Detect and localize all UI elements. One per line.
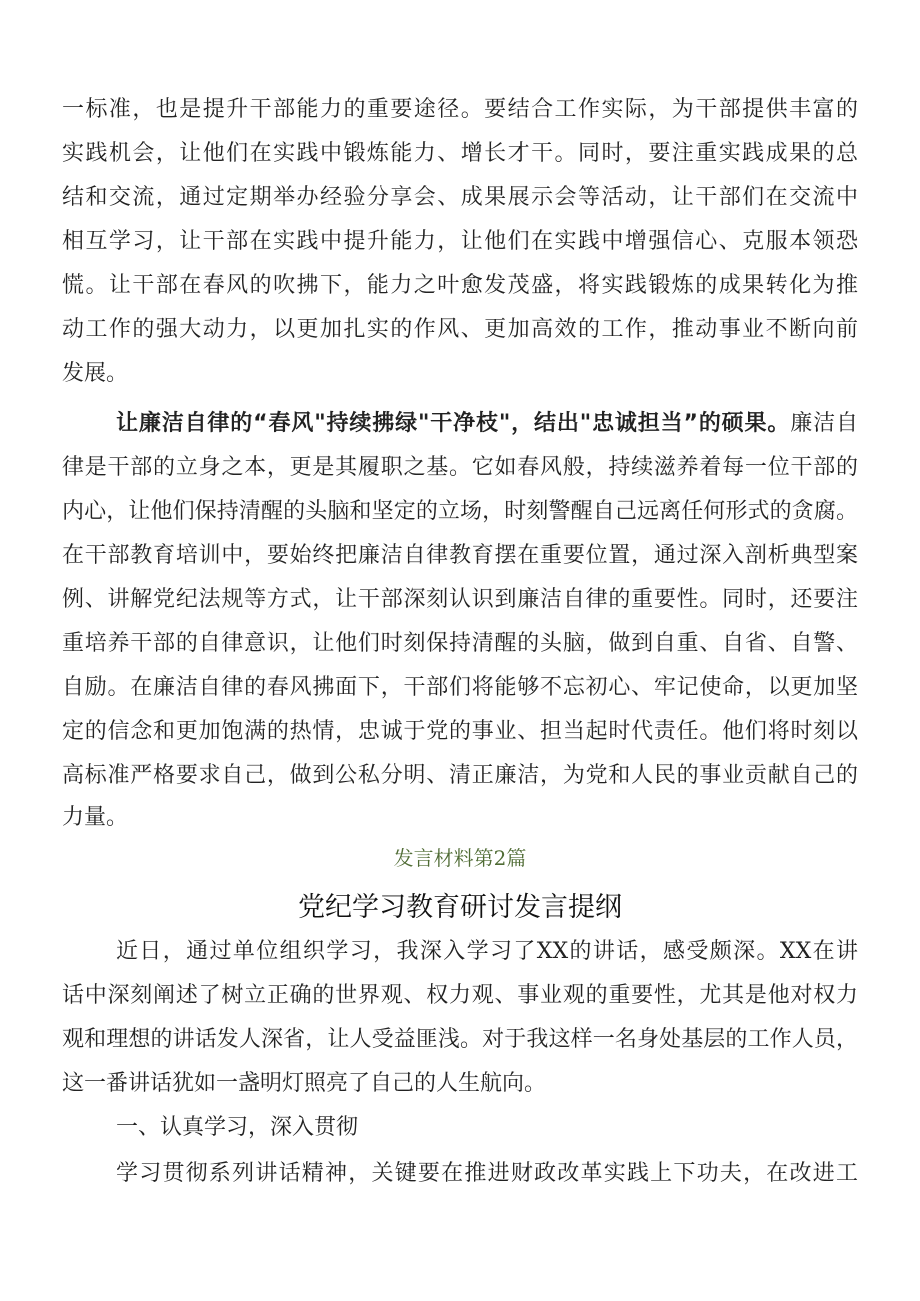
text-line: 实践机会，让他们在实践中锻炼能力、增长才干。同时，要注重实践成果的总 bbox=[62, 141, 858, 166]
text-line: 动工作的强大动力，以更加扎实的作风、更加高效的工作，推动事业不断向前 bbox=[62, 317, 858, 342]
text-line: 律是干部的立身之本，更是其履职之基。它如春风般，持续滋养着每一位干部的 bbox=[62, 455, 858, 480]
text-line: 重培养干部的自律意识，让他们时刻保持清醒的头脑，做到自重、自省、自警、 bbox=[62, 631, 858, 656]
document-title: 党纪学习教育研讨发言提纲 bbox=[298, 892, 622, 923]
text-line: 这一番讲话犹如一盏明灯照亮了自己的人生航向。 bbox=[62, 1071, 547, 1096]
text-line: 高标准严格要求自己，做到公私分明、清正廉洁，为党和人民的事业贡献自己的 bbox=[62, 763, 858, 788]
text-line: 发展。 bbox=[62, 361, 129, 386]
text-line: 近日，通过单位组织学习，我深入学习了XX的讲话，感受颇深。XX在讲 bbox=[116, 939, 858, 964]
section-label: 发言材料第2篇 bbox=[393, 846, 527, 870]
bold-lead-sentence: 让廉洁自律的“春风"持续拂绿"干净枝"，结出"忠诚担当”的硕果。 bbox=[116, 411, 791, 436]
text-line: 内心，让他们保持清醒的头脑和坚定的立场，时刻警醒自己远离任何形式的贪腐。 bbox=[62, 499, 858, 524]
text-line: 学习贯彻系列讲话精神，关键要在推进财政改革实践上下功夫，在改进工 bbox=[116, 1161, 858, 1186]
text-line: 观和理想的讲话发人深省，让人受益匪浅。对于我这样一名身处基层的工作人员， bbox=[62, 1027, 858, 1052]
text-line: 自励。在廉洁自律的春风拂面下，干部们将能够不忘初心、牢记使命，以更加坚 bbox=[62, 675, 858, 700]
text-line: 例、讲解党纪法规等方式，让干部深刻认识到廉洁自律的重要性。同时，还要注 bbox=[62, 587, 858, 612]
lead-line-rest: 廉洁自 bbox=[790, 411, 858, 436]
text-line: 在干部教育培训中，要始终把廉洁自律教育摆在重要位置，通过深入剖析典型案 bbox=[62, 543, 858, 568]
text-line: 慌。让干部在春风的吹拂下，能力之叶愈发茂盛，将实践锻炼的成果转化为推 bbox=[62, 273, 858, 298]
text-line-lead bbox=[116, 402, 858, 446]
text-line: 话中深刻阐述了树立正确的世界观、权力观、事业观的重要性，尤其是他对权力 bbox=[62, 983, 858, 1008]
text-line: 结和交流，通过定期举办经验分享会、成果展示会等活动，让干部们在交流中 bbox=[62, 185, 858, 210]
section-heading: 一、认真学习，深入贯彻 bbox=[116, 1115, 359, 1140]
text-line: 力量。 bbox=[62, 805, 129, 830]
text-line: 相互学习，让干部在实践中提升能力，让他们在实践中增强信心、克服本领恐 bbox=[62, 229, 858, 254]
text-line: 一标准，也是提升干部能力的重要途径。要结合工作实际，为干部提供丰富的 bbox=[62, 97, 858, 122]
text-line: 定的信念和更加饱满的热情，忠诚于党的事业、担当起时代责任。他们将时刻以 bbox=[62, 719, 858, 744]
